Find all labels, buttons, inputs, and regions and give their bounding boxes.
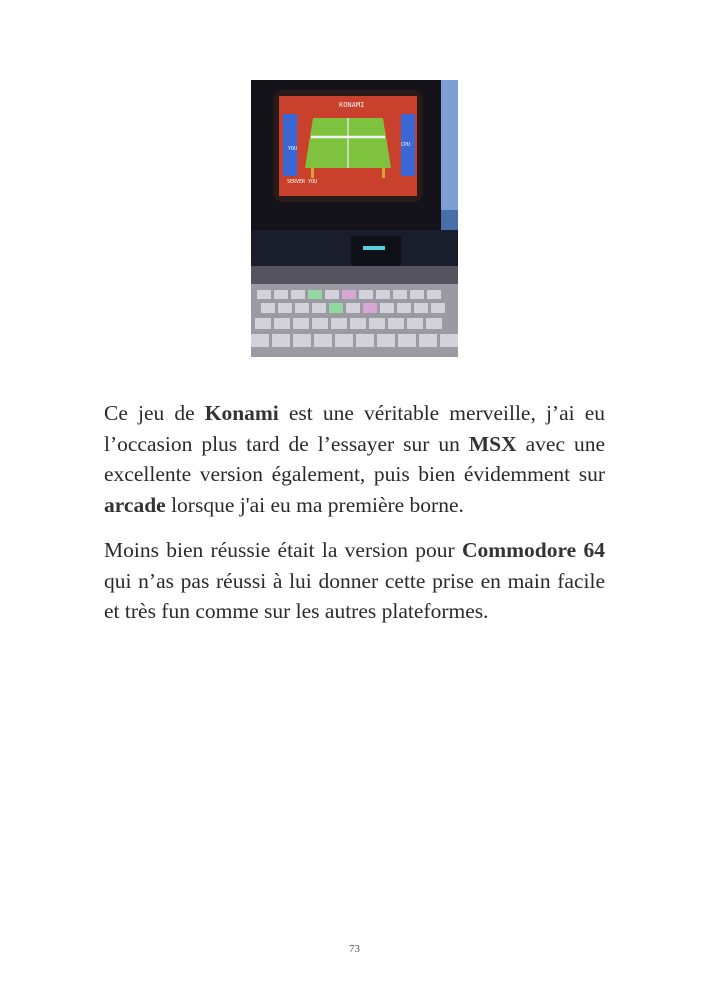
text-span: lorsque j'ai eu ma première borne.: [165, 492, 464, 517]
bold-term-msx: MSX: [468, 431, 517, 456]
text-span: Moins bien réussie était la version pour: [104, 538, 462, 562]
photo-left-player: YOU: [288, 146, 298, 152]
photo-image: [251, 80, 458, 357]
photo-scoreboard: KONAMI: [339, 101, 365, 109]
text-span: avec une excellente version également, puis bien évidemment sur: [104, 431, 606, 486]
bold-term-konami: Konami: [204, 401, 279, 425]
bold-term-commodore-64: Commodore 64: [461, 538, 605, 562]
text-span: qui n’as pas réussi à lui donner cette prise en main facile et très fun comme sur les autres plateformes.: [104, 568, 605, 623]
photo-crt-game-screen: [251, 80, 458, 357]
page-number: 73: [349, 943, 360, 955]
photo-bottom-text: SERVER YOU: [287, 179, 318, 185]
bold-term-arcade: arcade: [104, 492, 166, 517]
paragraph-1: [104, 398, 605, 520]
text-span: Ce jeu de: [104, 401, 205, 425]
photo-right-player: CPU: [401, 142, 411, 148]
body-text: [104, 398, 605, 627]
paragraph-2: [104, 535, 605, 627]
text-span: est une véritable merveille, j’ai eu l’occasion plus tard de l’essayer sur un: [104, 401, 605, 456]
